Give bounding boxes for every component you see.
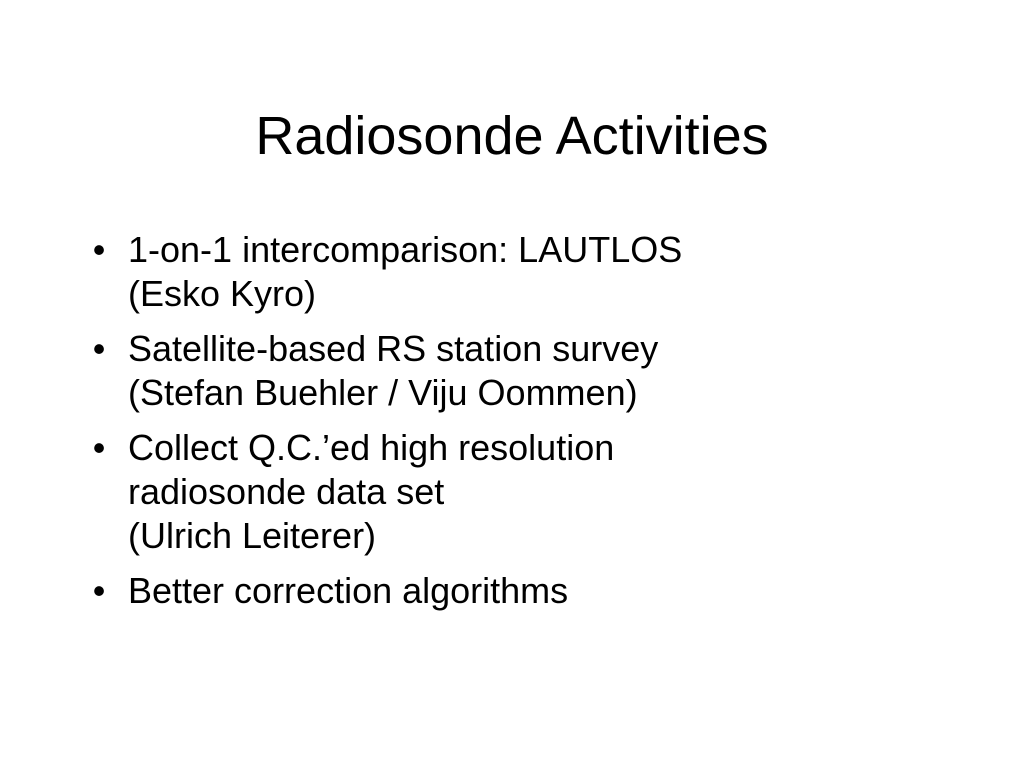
bullet-text-line: (Esko Kyro) — [128, 273, 317, 314]
bullet-text-line: Satellite-based RS station survey — [128, 328, 659, 369]
slide-title: Radiosonde Activities — [255, 106, 769, 166]
bullet-dot-icon: • — [92, 229, 106, 270]
bullet-text-line: Better correction algorithms — [128, 570, 569, 611]
bullet-text-line: (Stefan Buehler / Viju Oommen) — [128, 372, 638, 413]
bullet-dot-icon: • — [92, 570, 106, 611]
bullet-text-line: Collect Q.C.’ed high resolution — [128, 427, 615, 468]
bullet-item-data-set — [84, 426, 944, 558]
bullet-text-line: (Ulrich Leiterer) — [128, 515, 377, 556]
bullet-item-correction — [84, 569, 944, 613]
bullet-text-line: radiosonde data set — [128, 471, 445, 512]
bullet-text-line: 1-on-1 intercomparison: LAUTLOS — [128, 229, 683, 270]
bullet-dot-icon: • — [92, 328, 106, 369]
bullet-list — [84, 228, 944, 624]
bullet-dot-icon: • — [92, 427, 106, 468]
bullet-item-station-survey — [84, 327, 944, 415]
bullet-item-lautlos — [84, 228, 944, 316]
